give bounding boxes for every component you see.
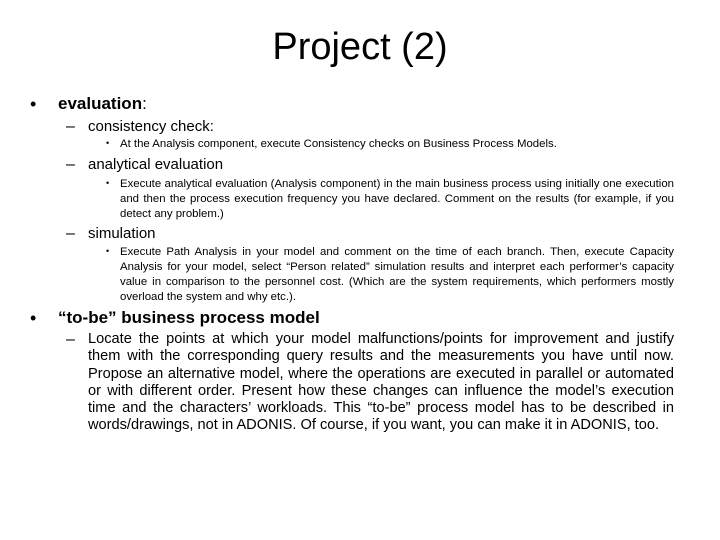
simulation-detail-item: [106, 245, 674, 305]
analytical-detail: Execute analytical evaluation (Analysis component) in the main business process using initially one execution and then the process execution frequency you have declared. Comment on the results (for example, if you detect any problem.): [120, 178, 674, 220]
bullet-icon: •: [106, 246, 110, 256]
consistency-label: consistency check:: [88, 118, 214, 135]
tobe-detail: Locate the points at which your model malfunctions/points for improvement and justify them with the corresponding query results and the measurements you have until now. Propose an alternative model, where the operations are executed in parallel or automated or with different order. Present how these changes can influence the model’s execution time and the characters’ workloads. This “to-be” process model has to be described in words/drawings, not in ADONIS. Of course, if you want, you can make it in ADONIS, too.: [88, 331, 674, 434]
dash-icon: –: [66, 225, 75, 242]
analytical-label: analytical evaluation: [88, 156, 224, 173]
slide-title: Project (2): [272, 26, 448, 68]
dash-icon: –: [66, 118, 75, 135]
bullet-icon: •: [30, 308, 37, 328]
dash-icon: –: [66, 331, 75, 348]
simulation-label: simulation: [88, 225, 156, 242]
bullet-icon: •: [30, 94, 37, 114]
tobe-detail-item: [66, 331, 674, 435]
bullet-icon: •: [106, 138, 110, 148]
evaluation-heading: evaluation: [58, 94, 143, 113]
tobe-heading: “to-be” business process model: [58, 308, 320, 327]
evaluation-colon: :: [142, 94, 147, 113]
simulation-detail: Execute Path Analysis in your model and comment on the time of each branch. Then, execute Capacity Analysis for your model, select “Person related” simulation results and interpret each performer’s capacity value in comparison to the personnel cost. (Which are the system requirements, which performers mostly overload the system and why etc.).: [120, 246, 674, 303]
analytical-detail-item: [106, 177, 674, 222]
bullet-icon: •: [106, 178, 110, 188]
dash-icon: –: [66, 156, 75, 173]
consistency-detail: At the Analysis component, execute Consistency checks on Business Process Models.: [120, 138, 557, 150]
